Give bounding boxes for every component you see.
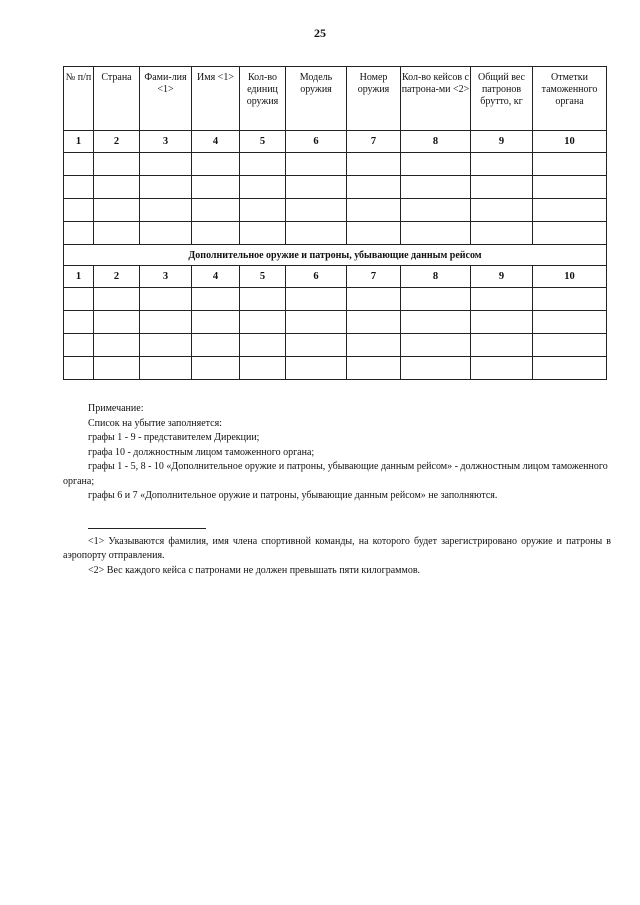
notes-block [63, 402, 611, 578]
table-row [64, 357, 607, 380]
table-row [64, 176, 607, 199]
column-number: 2 [94, 266, 140, 288]
header-cell: Номер оружия [347, 67, 401, 131]
column-number: 4 [192, 131, 240, 153]
departure-list-table [63, 66, 607, 380]
table-row [64, 222, 607, 245]
header-cell: Фами-лия <1> [140, 67, 192, 131]
header-cell: Общий вес патронов брутто, кг [471, 67, 533, 131]
header-cell: Имя <1> [192, 67, 240, 131]
table-row [64, 288, 607, 311]
footnote: <1> Указываются фамилия, имя члена спортивной команды, на которого будет зарегистрировано оружие и патроны в аэропорту отправления. [63, 535, 611, 561]
header-cell: Кол-во кейсов с патрона-ми <2> [401, 67, 471, 131]
footnote-divider [88, 528, 206, 529]
column-number: 6 [286, 266, 347, 288]
note-line: Список на убытие заполняется: [88, 417, 222, 429]
page-number: 25 [314, 26, 326, 40]
column-number: 9 [471, 131, 533, 153]
column-number: 10 [533, 266, 607, 288]
header-cell: Кол-во единиц оружия [240, 67, 286, 131]
header-cell: Страна [94, 67, 140, 131]
notes-title: Примечание: [88, 403, 144, 414]
section-row [64, 245, 607, 266]
footnote: <2> Вес каждого кейса с патронами не должен превышать пяти килограммов. [88, 564, 421, 576]
column-number: 5 [240, 131, 286, 153]
note-line: графы 1 - 5, 8 - 10 «Дополнительное оружие и патроны, убывающие данным рейсом» - должностным лицом таможенного органа; [63, 461, 608, 487]
column-number-row [64, 266, 607, 288]
column-number: 9 [471, 266, 533, 288]
column-number: 1 [64, 131, 94, 153]
table-row [64, 334, 607, 357]
header-cell: Модель оружия [286, 67, 347, 131]
column-number: 8 [401, 131, 471, 153]
column-number: 5 [240, 266, 286, 288]
table-header-row [64, 67, 607, 131]
column-number: 10 [533, 131, 607, 153]
column-number: 1 [64, 266, 94, 288]
header-cell: Отметки таможенного органа [533, 67, 607, 131]
column-number: 7 [347, 131, 401, 153]
table-row [64, 153, 607, 176]
column-number: 4 [192, 266, 240, 288]
note-line: графа 10 - должностным лицом таможенного органа; [88, 446, 315, 458]
column-number: 6 [286, 131, 347, 153]
note-line: графы 6 и 7 «Дополнительное оружие и патроны, убывающие данным рейсом» не заполняются. [88, 490, 498, 501]
column-number: 3 [140, 266, 192, 288]
column-number-row [64, 131, 607, 153]
column-number: 2 [94, 131, 140, 153]
table-row [64, 311, 607, 334]
section-title: Дополнительное оружие и патроны, убывающие данным рейсом [64, 245, 607, 266]
column-number: 3 [140, 131, 192, 153]
column-number: 8 [401, 266, 471, 288]
header-cell: № п/п [64, 67, 94, 131]
column-number: 7 [347, 266, 401, 288]
note-line: графы 1 - 9 - представителем Дирекции; [88, 432, 260, 443]
table-row [64, 199, 607, 222]
